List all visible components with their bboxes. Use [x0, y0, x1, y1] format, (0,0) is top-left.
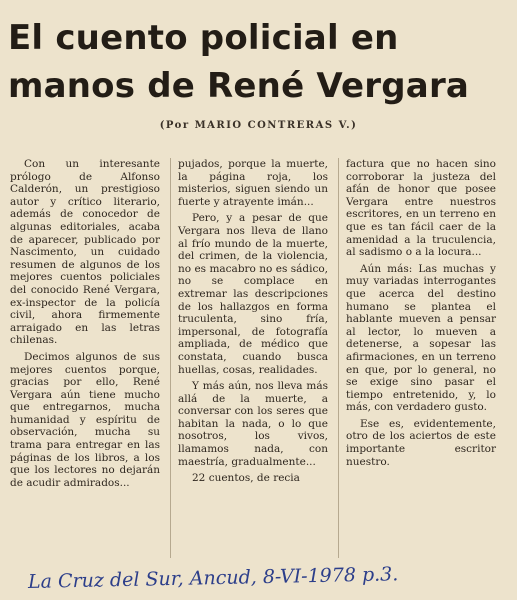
- column-divider: [338, 158, 339, 558]
- handwritten-source-note: La Cruz del Sur, Ancud, 8-VI-1978 p.3.: [27, 563, 399, 594]
- headline-line-2: manos de René Vergara: [8, 66, 470, 106]
- paragraph: Pero, y a pesar de que Vergara nos lleva de llano al frío mundo de la muerte, del crimen, de la violencia, no es macabro no es sádico, no se complace en extremar las descripciones de los hallazgos en forma truculenta, sino fría, impersonal, de fotografía ampliada, de médico que constata, cuando busca huellas, cosas, realidades.: [178, 212, 328, 376]
- paragraph: 22 cuentos, de recia: [192, 472, 300, 485]
- headline: [8, 14, 508, 110]
- paragraph: Decimos algunos de sus mejores cuentos porque, gracias por ello, René Vergara aún tiene mucho que entregarnos, mucha humanidad y espíritu de observación, mucha su trama para entregar en las páginas de los libros, a los que los lectores no dejarán de acudir admirados...: [10, 350, 160, 489]
- paragraph: pujados, porque la muerte, la página roja, los misterios, siguen siendo un fuerte y atrayente imán...: [178, 158, 328, 208]
- article-column-3: [346, 158, 496, 472]
- article-column-1: [10, 158, 160, 493]
- paragraph: Con un interesante prólogo de Alfonso Calderón, un prestigioso autor y crítico literario, además de conocedor de algunas editoriales, acaba de aparecer, publicado por Nascimento, un cuidado resumen de algunos de los mejores cuentos policiales del conocido René Vergara, ex-inspector de la policía civil, ahora firmemente arraigado en las letras chilenas.: [10, 158, 160, 347]
- paragraph: Y más aún, nos lleva más allá de la muerte, a conversar con los seres que habitan la nada, o lo que nosotros, los vivos, llamamos nada, con maestría, gradualmente...: [178, 380, 328, 468]
- headline-line-1: El cuento policial en: [8, 18, 399, 58]
- byline: (Por MARIO CONTRERAS V.): [159, 120, 358, 131]
- column-divider: [170, 158, 171, 558]
- article-column-2: [178, 158, 328, 489]
- paragraph: factura que no hacen sino corroborar la justeza del afán de honor que posee Vergara entre nuestros escritores, en un terreno en que es tan fácil caer de la amenidad a la truculencia, al sadismo o a la locura...: [346, 158, 496, 259]
- paragraph: Ese es, evidentemente, otro de los aciertos de este importante escritor nuestro.: [346, 417, 496, 468]
- paragraph: Aún más: Las muchas y muy variadas interrogantes que acerca del destino humano se plantea el hablante mueven a pensar al lector, lo mueven a detenerse, a sopesar las afirmaciones, en un terreno en que, por lo general, no se exige sino pasar el tiempo entretenido, y, lo más, con verdadero gusto.: [346, 262, 496, 414]
